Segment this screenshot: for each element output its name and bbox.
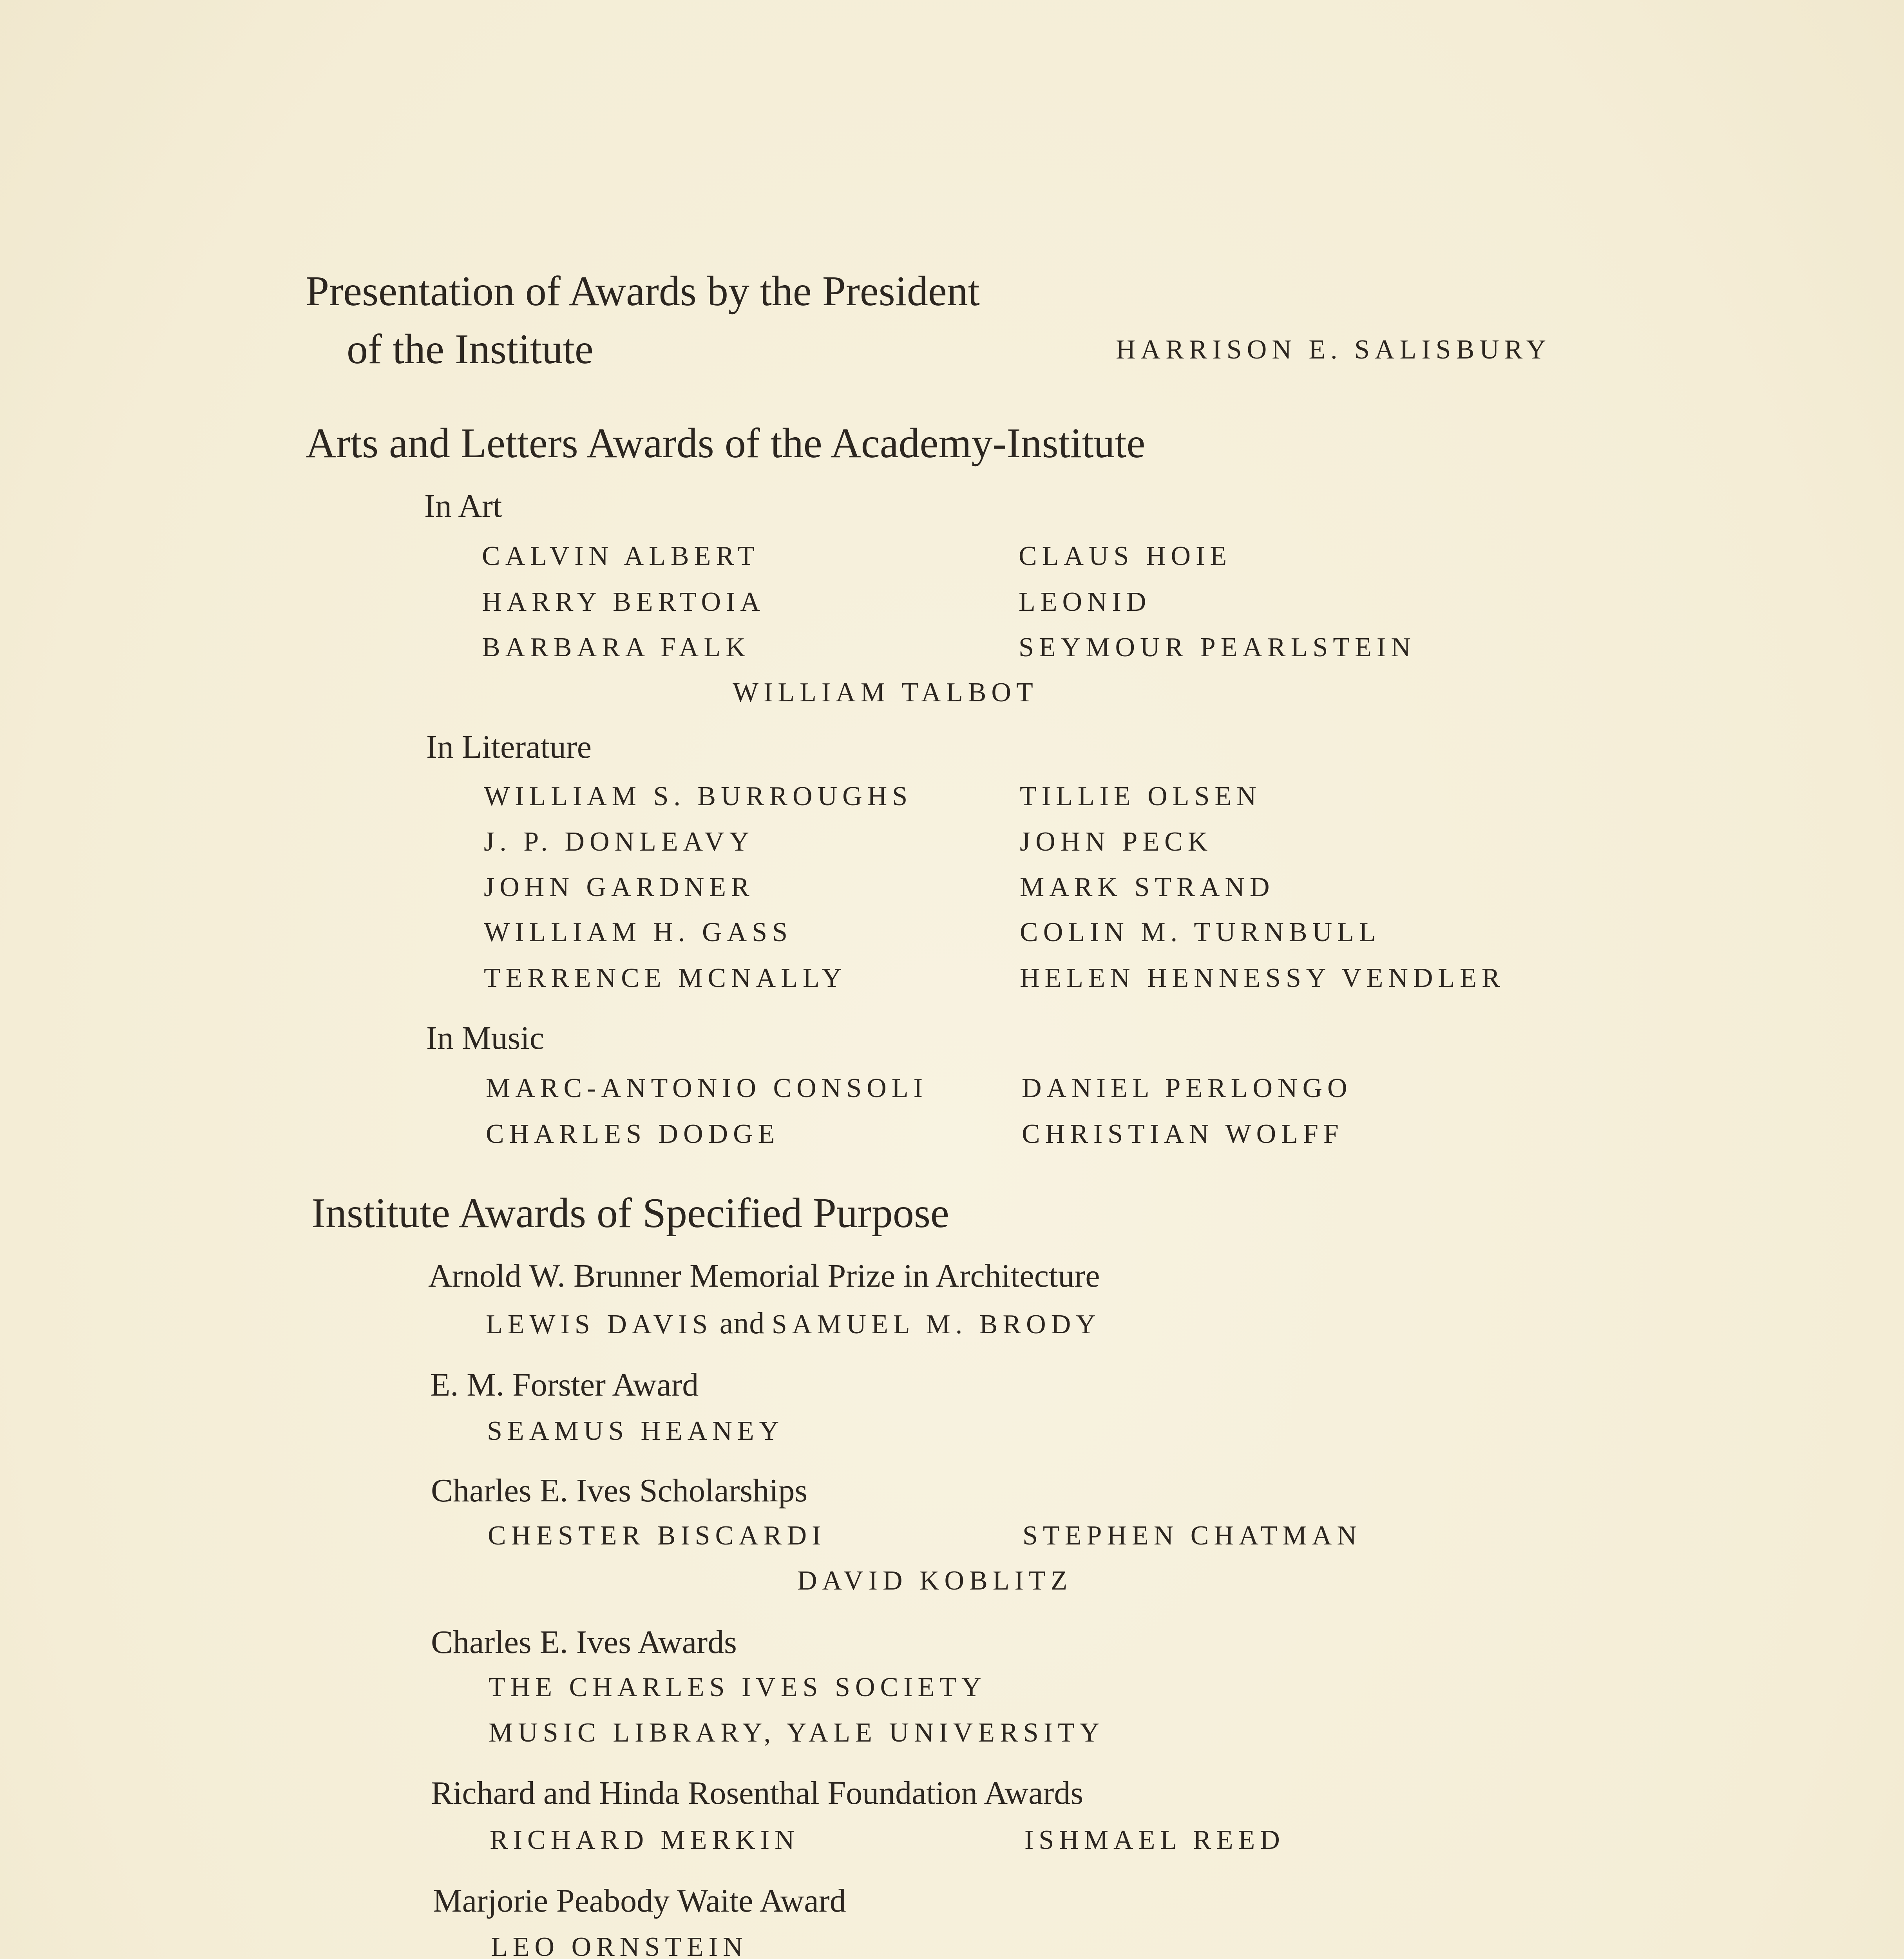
- specified-purpose-heading: Institute Awards of Specified Purpose: [311, 1190, 949, 1237]
- art-awardee: LEONID: [1019, 587, 1151, 617]
- brunner-awardees: [486, 1308, 1101, 1338]
- brunner-awardee: SAMUEL M. BRODY: [771, 1309, 1101, 1340]
- ives-award-recipient: MUSIC LIBRARY, YALE UNIVERSITY: [489, 1718, 1105, 1748]
- in-music-label: In Music: [426, 1020, 544, 1056]
- art-awardee: BARBARA FALK: [482, 632, 751, 663]
- brunner-awardee: LEWIS DAVIS: [486, 1309, 713, 1340]
- ives-scholarships-title: Charles E. Ives Scholarships: [431, 1472, 808, 1509]
- literature-awardee: MARK STRAND: [1020, 872, 1275, 902]
- music-awardee: MARC-ANTONIO CONSOLI: [486, 1073, 928, 1103]
- rosenthal-awards-title: Richard and Hinda Rosenthal Foundation Awards: [431, 1775, 1084, 1811]
- in-art-label: In Art: [424, 488, 502, 524]
- literature-awardee: J. P. DONLEAVY: [484, 827, 755, 857]
- rosenthal-awardee: ISHMAEL REED: [1024, 1825, 1285, 1855]
- literature-awardee: WILLIAM S. BURROUGHS: [484, 781, 913, 811]
- literature-awardee: JOHN GARDNER: [484, 872, 755, 902]
- art-awardee: SEYMOUR PEARLSTEIN: [1019, 632, 1416, 663]
- literature-awardee: WILLIAM H. GASS: [484, 917, 793, 947]
- music-awardee: CHARLES DODGE: [486, 1119, 780, 1149]
- art-awardee: CLAUS HOIE: [1019, 541, 1232, 571]
- brunner-prize-title: Arnold W. Brunner Memorial Prize in Architecture: [428, 1258, 1100, 1294]
- literature-awardee: COLIN M. TURNBULL: [1020, 917, 1381, 947]
- literature-awardee: JOHN PECK: [1020, 827, 1213, 857]
- ives-scholar: DAVID KOBLITZ: [797, 1566, 1073, 1596]
- art-awardee: WILLIAM TALBOT: [733, 677, 1038, 708]
- literature-awardee: TILLIE OLSEN: [1020, 781, 1261, 811]
- forster-awardee: SEAMUS HEANEY: [487, 1416, 784, 1446]
- music-awardee: DANIEL PERLONGO: [1022, 1073, 1352, 1103]
- presentation-heading-line1: Presentation of Awards by the President: [306, 268, 980, 315]
- literature-awardee: TERRENCE MCNALLY: [484, 963, 847, 993]
- literature-awardee: HELEN HENNESSY VENDLER: [1020, 963, 1505, 993]
- forster-award-title: E. M. Forster Award: [430, 1367, 699, 1403]
- rosenthal-awardee: RICHARD MERKIN: [490, 1825, 800, 1855]
- ives-scholar: STEPHEN CHATMAN: [1023, 1521, 1362, 1551]
- ives-awards-title: Charles E. Ives Awards: [431, 1624, 737, 1660]
- ives-scholar: CHESTER BISCARDI: [488, 1521, 826, 1551]
- arts-letters-heading: Arts and Letters Awards of the Academy-Institute: [306, 420, 1146, 467]
- ives-award-recipient: THE CHARLES IVES SOCIETY: [489, 1672, 986, 1702]
- art-awardee: HARRY BERTOIA: [482, 587, 765, 617]
- waite-awardee: LEO ORNSTEIN: [491, 1932, 748, 1959]
- music-awardee: CHRISTIAN WOLFF: [1022, 1119, 1344, 1149]
- in-literature-label: In Literature: [426, 729, 592, 765]
- presenter-name: HARRISON E. SALISBURY: [1116, 335, 1551, 365]
- waite-award-title: Marjorie Peabody Waite Award: [433, 1883, 846, 1919]
- art-awardee: CALVIN ALBERT: [482, 541, 760, 571]
- brunner-and: and: [719, 1306, 765, 1340]
- presentation-heading-line2: of the Institute: [347, 326, 594, 373]
